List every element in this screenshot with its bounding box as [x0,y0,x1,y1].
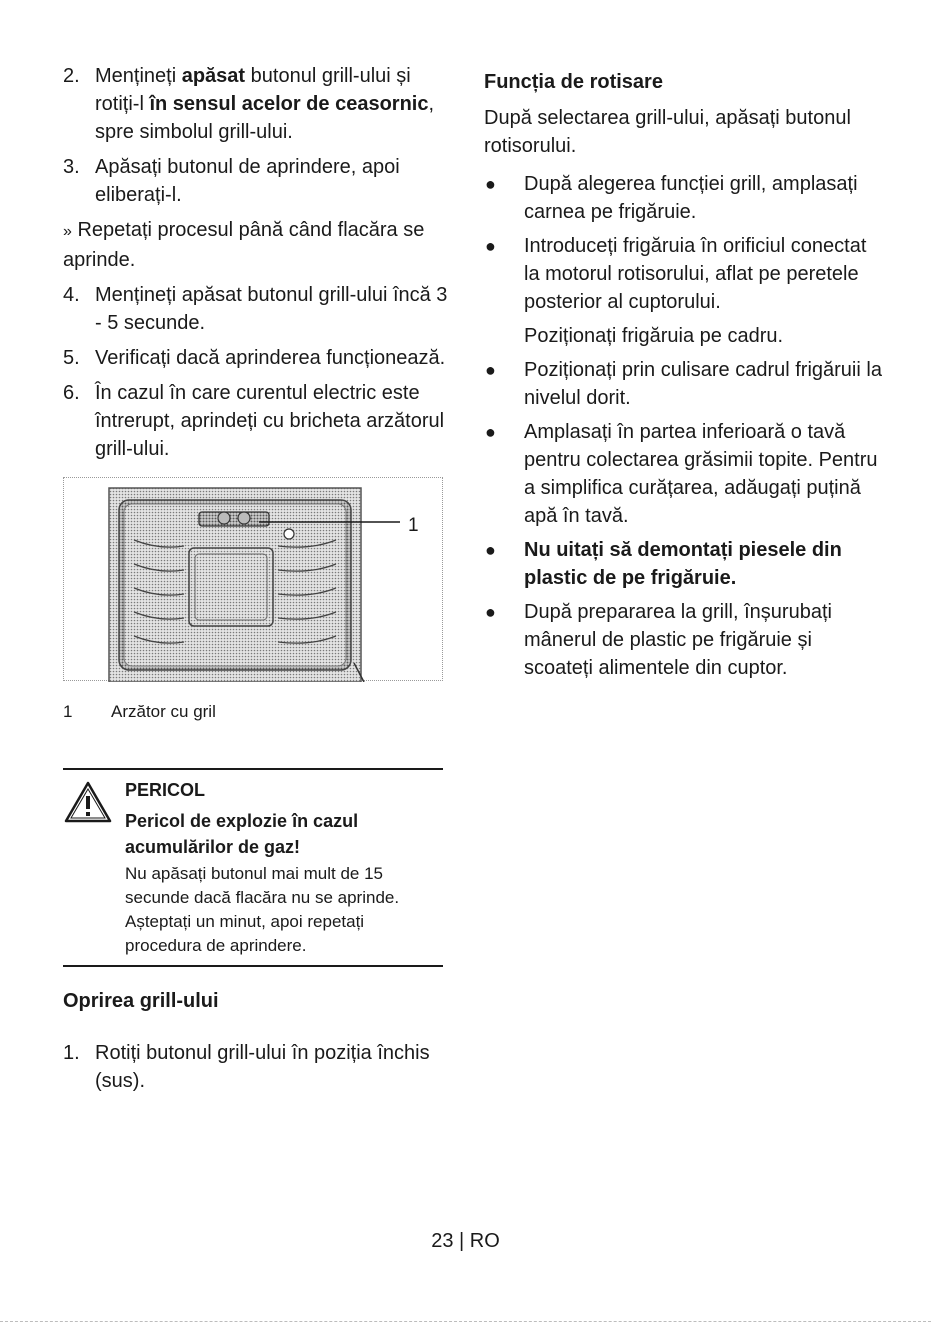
step-text: Apăsați butonul de aprindere, apoi eliberați-l. [95,156,400,206]
step-text: Rotiți butonul grill-ului în poziția închis (sus). [95,1042,430,1092]
section-heading-rotisare: Funcția de rotisare [484,71,663,93]
bullet-text: Introduceți frigăruia în orificiul conectat la motorul rotisorului, aflat pe peretele posterior al cuptorului. [524,235,867,313]
bullet-dot-icon: ● [485,174,496,194]
figure-callout-number: 1 [408,515,419,536]
result-text: Repetați procesul până când flacăra se aprinde. [63,219,425,271]
page-bottom-rule [0,1321,931,1322]
step-number: 6. [63,382,80,404]
oven-interior-illustration [64,478,444,682]
step-number: 5. [63,347,80,369]
danger-warning-box [63,768,443,967]
step-2 [63,62,448,146]
step-text: Mențineți apăsat butonul grill-ului încă 3 - 5 secunde. [95,284,448,334]
bullet-continuation: Poziționați frigăruia pe cadru. [524,325,784,347]
page-number: 23 | RO [431,1230,500,1252]
caption-number: 1 [63,702,73,721]
step-number: 2. [63,65,80,87]
step-4 [63,281,448,337]
steps-list [63,62,448,463]
oprirea-steps [63,1039,448,1095]
rotisare-bullets [484,170,884,682]
step-text: Verificați dacă aprinderea funcționează. [95,347,446,369]
step-text-bold: în sensul acelor de ceasornic [149,93,429,115]
step-number: 4. [63,284,80,306]
bullet-item [484,170,884,226]
bullet-text: Poziționați prin culisare cadrul frigăruii la nivelul dorit. [524,359,882,409]
warning-title: PERICOL [125,780,206,800]
step-3 [63,153,448,209]
right-column [484,68,884,688]
oven-figure [63,477,443,681]
warning-text: Nu apăsați butonul mai mult de 15 secunde dacă flacăra nu se aprinde. [125,864,400,907]
bullet-dot-icon: ● [485,236,496,256]
step-result [63,216,448,274]
warning-content [125,778,443,958]
bullet-text: După prepararea la grill, înșurubați mânerul de plastic pe frigăruie și scoateți alimentele din cuptor. [524,601,832,679]
step-text-part: Mențineți [95,65,182,87]
step-number: 3. [63,156,80,178]
step-number: 1. [63,1042,80,1064]
step-text: În cazul în care curentul electric este întrerupt, aprindeți cu bricheta arzătorul grill-ului. [95,382,445,460]
result-marker: » [63,223,72,240]
step-text-part: , spre simbolul grill-ului. [95,93,435,143]
bullet-item [484,598,884,682]
step-text-part: butonul grill-ului și rotiți-l [95,65,411,115]
bullet-item [484,418,884,530]
figure-caption [63,701,448,723]
step-5 [63,344,448,372]
bullet-dot-icon: ● [485,360,496,380]
section-heading-oprirea: Oprirea grill-ului [63,990,219,1012]
step-6 [63,379,448,463]
bullet-dot-icon: ● [485,602,496,622]
warning-subtitle: Pericol de explozie în cazul acumulărilor de gaz! [125,811,359,857]
oprirea-step-1 [63,1039,448,1095]
rotisare-intro: După selectarea grill-ului, apăsați butonul rotisorului. [484,107,851,157]
bullet-item [484,356,884,412]
bullet-text: Amplasați în partea inferioară o tavă pentru colectarea grăsimii topite. Pentru a simplifica curățarea, adăugați puțină apă în tavă. [524,421,878,527]
bullet-dot-icon: ● [485,540,496,560]
bullet-item-important [484,536,884,592]
step-text-bold: apăsat [181,65,246,87]
warning-text: Așteptați un minut, apoi repetați procedura de aprindere. [125,912,365,955]
bullet-dot-icon: ● [485,422,496,442]
left-column [63,62,448,1102]
bullet-text: Nu uitați să demontați piesele din plastic de pe frigăruie. [524,539,842,589]
bullet-text: După alegerea funcției grill, amplasați carnea pe frigăruie. [524,173,858,223]
bullet-item [484,232,884,316]
warning-triangle-icon [63,780,113,824]
caption-text: Arzător cu gril [111,702,216,721]
